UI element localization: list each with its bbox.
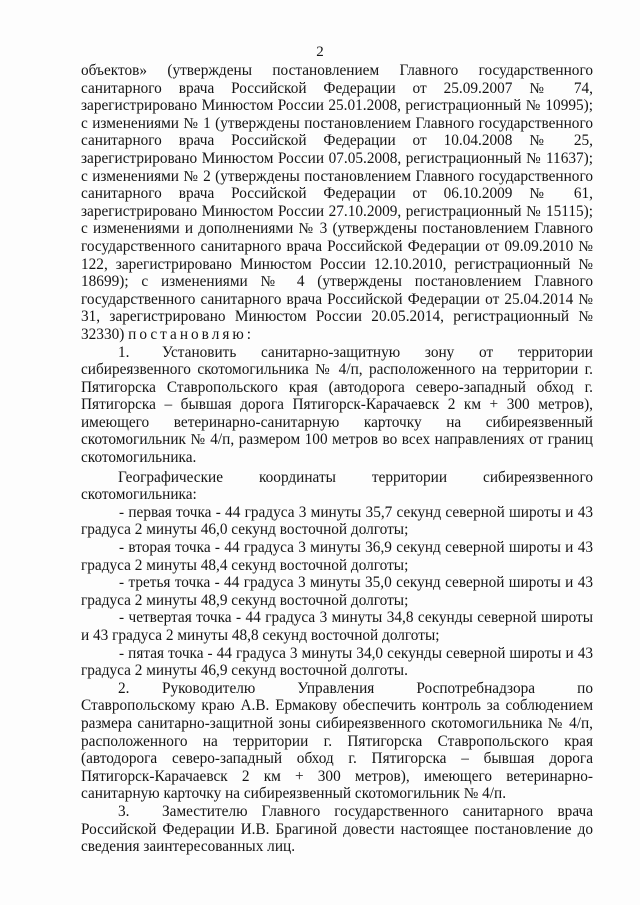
coordinate-point-2: - вторая точка - 44 градуса 3 минуты 36,9 секунд северной широты и 43 градуса 2 минуты 48,4 секунд восточной долготы; — [81, 539, 593, 574]
page-number: 2 — [316, 44, 324, 60]
coordinate-point-4: - четвертая точка - 44 градуса 3 минуты 34,8 секунды северной широты и 43 градуса 2 минуты 48,8 секунд восточной долготы; — [81, 609, 593, 644]
item-2-number: 2. — [118, 679, 130, 697]
coordinate-point-5: - пятая точка - 44 градуса 3 минуты 34,0 секунды северной широты и 43 градуса 2 минуты 46,9 секунд восточной долготы. — [81, 644, 593, 680]
item-1-paragraph — [81, 344, 593, 467]
item-3-number: 3. — [118, 802, 130, 820]
item-2-text: Руководителю Управления Роспотребнадзора по Ставропольскому краю А.В. Ермакову обеспечить контроль за соблюдением размера санитарно-защитной зоны сибиреязвенного скотомогильника № 4/п, расположенного на территории г. Пятигорска Ставропольского края (автодорога северо-западный обход г. Пятигорска – бывшая дорога Пятигорск-Карачаевск 2 км + 300 метров), имеющего ветеринарно-санитарную карточку на сибиреязвенный скотомогильник № 4/п. — [81, 679, 593, 803]
item-3-paragraph — [81, 803, 593, 856]
intro-paragraph — [81, 62, 593, 344]
coordinate-point-3: - третья точка - 44 градуса 3 минуты 35,0 секунд северной широты и 43 градуса 2 минуты 48,9 секунд восточной долготы; — [81, 574, 593, 609]
coordinates-heading: Географические координаты территории сибиреязвенного скотомогильника: — [81, 468, 593, 504]
item-3-text: Заместителю Главного государственного санитарного врача Российской Федерации И.В. Брагиной довести настоящее постановление до сведения заинтересованных лиц. — [81, 802, 593, 856]
intro-text: объектов» (утверждены постановлением Главного государственного санитарного врача Российской Федерации от 25.09.2007 № 74, зарегистрировано Минюстом России 25.01.2008, регистрационный № 10995); с изменениями № 1 (утверждены постановлением Главного государственного санитарного врача Российской Федерации от 10.04.2008 № 25, зарегистрировано Минюстом России 07.05.2008, регистрационный № 11637); с изменениями № 2 (утверждены постановлением Главного государственного санитарного врача Российской Федерации от 06.10.2009 № 61, зарегистрировано Минюстом России 27.10.2009, регистрационный № 15115); с изменениями и дополнениями № 3 (утверждены постановлением Главного государственного санитарного врача Российской Федерации от 09.09.2010 № 122, зарегистрировано Минюстом России 12.10.2010, регистрационный № 18699); с изменениями № 4 (утверждены постановлением Главного государственного санитарного врача Российской Федерации от 25.04.2014 № 31, зарегистрировано Минюстом России 20.05.2014, регистрационный № 32330) — [81, 62, 593, 343]
decree-word: постановляю: — [128, 325, 255, 343]
item-1-number: 1. — [118, 343, 130, 361]
item-1-text: Установить санитарно-защитную зону от территории сибиреязвенного скотомогильника № 4/п, расположенного на территории г. Пятигорска Ставропольского края (автодорога северо-западный обход г. Пятигорска – бывшая дорога Пятигорск-Карачаевск 2 км + 300 метров), имеющего ветеринарно-санитарную карточку на сибиреязвенный скотомогильник № 4/п, размером 100 метров во всех направлениях от границ скотомогильника. — [81, 343, 593, 467]
coordinate-point-1: - первая точка - 44 градуса 3 минуты 35,7 секунд северной широты и 43 градуса 2 минуты 46,0 секунд восточной долготы; — [81, 503, 593, 539]
document-body — [81, 62, 593, 856]
item-2-paragraph — [81, 680, 593, 803]
